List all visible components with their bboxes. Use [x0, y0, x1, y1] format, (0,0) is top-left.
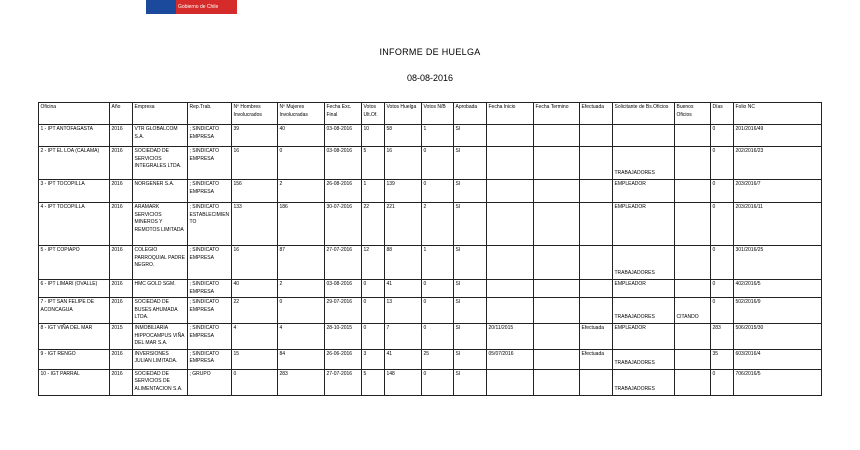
table-cell: 26-08-2016: [325, 180, 362, 203]
table-cell: 0: [422, 280, 454, 298]
table-row: [39, 147, 822, 180]
col-header: Fecha Inicio: [487, 103, 534, 125]
table-cell: INMOBILIARIA HIPPOCAMPUS VIÑA DEL MAR S.A.: [133, 323, 188, 349]
table-cell: [534, 147, 580, 180]
table-cell: EMPLEADOR: [613, 180, 675, 203]
table-cell: [675, 246, 711, 280]
table-cell: 2016: [110, 203, 133, 246]
table-cell: 05/07/2016: [487, 349, 534, 369]
table-cell: 2: [278, 280, 325, 298]
table-cell: 502/2016/9: [734, 298, 822, 324]
table-cell: 0: [278, 147, 325, 180]
table-row: [39, 298, 822, 324]
table-cell: ; SINDICATO EMPRESA: [188, 246, 232, 280]
table-cell: ; GRUPO: [188, 369, 232, 395]
table-cell: 0: [711, 246, 734, 280]
table-cell: 0: [711, 147, 734, 180]
table-cell: 29-07-2016: [325, 298, 362, 324]
table-cell: 3: [362, 349, 385, 369]
table-cell: 41: [385, 280, 422, 298]
logo-text: Gobierno de Chile: [178, 4, 219, 10]
table-cell: 0: [711, 280, 734, 298]
table-cell: 87: [278, 246, 325, 280]
table-cell: 10 - IGT PARRAL: [39, 369, 110, 395]
table-cell: 0: [422, 323, 454, 349]
table-cell: 1 - IPT ANTOFAGASTA: [39, 125, 110, 147]
table-cell: [487, 280, 534, 298]
table-cell: 203/2016/11: [734, 203, 822, 246]
table-cell: 4: [278, 323, 325, 349]
table-cell: HMC GOLD SGM.: [133, 280, 188, 298]
table-cell: EMPLEADOR: [613, 323, 675, 349]
table-cell: [580, 125, 613, 147]
table-cell: 4 - IPT TOCOPILLA: [39, 203, 110, 246]
table-cell: [487, 147, 534, 180]
table-cell: 58: [385, 125, 422, 147]
table-body: [39, 125, 822, 396]
table-cell: 27-07-2016: [325, 246, 362, 280]
table-header-row: [39, 103, 822, 125]
col-header: Oficina: [39, 103, 110, 125]
table-cell: 5 - IPT COPIAPO: [39, 246, 110, 280]
table-cell: 16: [385, 147, 422, 180]
table-cell: 1: [362, 180, 385, 203]
table-cell: 15: [232, 349, 278, 369]
table-row: [39, 280, 822, 298]
table-cell: 4: [232, 323, 278, 349]
table-cell: 0: [362, 298, 385, 324]
table-cell: SI: [454, 298, 487, 324]
table-cell: 03-08-2016: [325, 147, 362, 180]
col-header: Efectuada: [580, 103, 613, 125]
table-cell: 7 - IPT SAN FELIPE DE ACONCAGUA: [39, 298, 110, 324]
table-cell: [487, 203, 534, 246]
table-cell: 10: [362, 125, 385, 147]
table-cell: TRABAJADORES: [613, 246, 675, 280]
table-cell: 203/2016/7: [734, 180, 822, 203]
table-cell: 03-08-2016: [325, 125, 362, 147]
table-cell: 706/2016/5: [734, 369, 822, 395]
table-cell: TRABAJADORES: [613, 349, 675, 369]
table-cell: [580, 298, 613, 324]
table-cell: 39: [232, 125, 278, 147]
table-cell: 0: [422, 147, 454, 180]
table-cell: CITANDO: [675, 298, 711, 324]
table-cell: 139: [385, 180, 422, 203]
table-cell: Efectuada: [580, 323, 613, 349]
table-cell: 12: [362, 246, 385, 280]
table-cell: 0: [362, 323, 385, 349]
table-cell: 16: [232, 246, 278, 280]
table-cell: 603/2016/4: [734, 349, 822, 369]
table-cell: [580, 180, 613, 203]
col-header: Folio NC: [734, 103, 822, 125]
table-cell: 2016: [110, 369, 133, 395]
table-cell: [613, 125, 675, 147]
table-cell: SOCIEDAD DE SERVICIOS DE ALIMENTACION S.A.: [133, 369, 188, 395]
table-cell: 6 - IPT LIMARI (OVALLE): [39, 280, 110, 298]
table-cell: TRABAJADORES: [613, 147, 675, 180]
col-header: Aprobada: [454, 103, 487, 125]
col-header: Rep.Trab.: [188, 103, 232, 125]
table-cell: 221: [385, 203, 422, 246]
table-cell: 27-07-2016: [325, 369, 362, 395]
table-cell: [675, 203, 711, 246]
table-cell: [675, 323, 711, 349]
table-cell: SI: [454, 349, 487, 369]
table-cell: SOCIEDAD DE BUSES AHUMADA LTDA.: [133, 298, 188, 324]
table-cell: SI: [454, 180, 487, 203]
table-cell: ; SINDICATO EMPRESA: [188, 280, 232, 298]
table-cell: 26-06-2016: [325, 349, 362, 369]
table-cell: 03-08-2016: [325, 280, 362, 298]
table-cell: 84: [278, 349, 325, 369]
table-cell: 7: [385, 323, 422, 349]
table-cell: SI: [454, 246, 487, 280]
table-cell: 2016: [110, 147, 133, 180]
table-cell: ; SINDICATO EMPRESA: [188, 323, 232, 349]
table-cell: TRABAJADORES: [613, 369, 675, 395]
table-cell: 0: [711, 203, 734, 246]
table-cell: 88: [385, 246, 422, 280]
table-cell: 9 - IGT RENGO: [39, 349, 110, 369]
table-cell: ARAMARK SERVICIOS MINEROS Y REMOTOS LIMITADA: [133, 203, 188, 246]
table-cell: [534, 323, 580, 349]
table-cell: [534, 246, 580, 280]
table-cell: SI: [454, 125, 487, 147]
table-cell: EMPLEADOR: [613, 203, 675, 246]
col-header: Votos N/B: [422, 103, 454, 125]
table-cell: 2: [278, 180, 325, 203]
table-cell: 506/2015/30: [734, 323, 822, 349]
table-cell: 0: [711, 369, 734, 395]
table-cell: 5: [362, 369, 385, 395]
table-cell: [534, 298, 580, 324]
table-cell: 2016: [110, 180, 133, 203]
table-cell: 186: [278, 203, 325, 246]
table-cell: 0: [422, 180, 454, 203]
table-cell: 0: [232, 369, 278, 395]
col-header: Votos Huelga: [385, 103, 422, 125]
col-header: Año: [110, 103, 133, 125]
gobierno-logo: [146, 0, 237, 14]
col-header: Nº Mujeres Involucradas: [278, 103, 325, 125]
table-cell: 2015: [110, 323, 133, 349]
table-cell: [534, 203, 580, 246]
table-cell: Efectuada: [580, 349, 613, 369]
col-header: Nº Hombres Involucrados: [232, 103, 278, 125]
table-cell: [675, 369, 711, 395]
table-cell: 13: [385, 298, 422, 324]
table-cell: ; SINDICATO EMPRESA: [188, 298, 232, 324]
table-cell: 8 - IGT VIÑA DEL MAR: [39, 323, 110, 349]
table-cell: 0: [422, 369, 454, 395]
table-cell: VTR GLOBALCOM S.A.: [133, 125, 188, 147]
table-row: [39, 323, 822, 349]
table-cell: [487, 125, 534, 147]
table-cell: 202/2016/23: [734, 147, 822, 180]
table-row: [39, 180, 822, 203]
table-cell: [580, 280, 613, 298]
table-cell: [487, 246, 534, 280]
table-cell: ; SINDICATO EMPRESA: [188, 147, 232, 180]
table-cell: 283: [711, 323, 734, 349]
table-cell: [675, 147, 711, 180]
table-cell: 283: [278, 369, 325, 395]
col-header: Días: [711, 103, 734, 125]
col-header: Fecha Exc. Final: [325, 103, 362, 125]
table-cell: 2 - IPT EL LOA (CALAMA): [39, 147, 110, 180]
table-cell: SI: [454, 147, 487, 180]
table-cell: 0: [278, 298, 325, 324]
col-header: Solicitante de Bs.Oficios: [613, 103, 675, 125]
table-cell: SI: [454, 323, 487, 349]
table-row: [39, 246, 822, 280]
table-cell: [675, 280, 711, 298]
col-header: Fecha Termino: [534, 103, 580, 125]
table-cell: TRABAJADORES: [613, 298, 675, 324]
table-cell: 35: [711, 349, 734, 369]
table-cell: 156: [232, 180, 278, 203]
table-cell: [580, 369, 613, 395]
table-row: [39, 369, 822, 395]
table-cell: [534, 369, 580, 395]
table-cell: 0: [711, 125, 734, 147]
table-cell: [487, 298, 534, 324]
col-header: Buenos Oficios: [675, 103, 711, 125]
table-cell: INVERSIONES JULIAN LIMITADA.: [133, 349, 188, 369]
table-cell: [580, 147, 613, 180]
table-cell: 28-10-2015: [325, 323, 362, 349]
table-cell: 1: [422, 246, 454, 280]
table-cell: 201/2016/49: [734, 125, 822, 147]
table-cell: 2016: [110, 298, 133, 324]
table-row: [39, 203, 822, 246]
table-cell: 20/11/2015: [487, 323, 534, 349]
table-cell: [675, 349, 711, 369]
table-cell: [534, 349, 580, 369]
table-cell: [487, 180, 534, 203]
report-date: 08-08-2016: [406, 73, 454, 83]
table-cell: 133: [232, 203, 278, 246]
table-cell: SI: [454, 369, 487, 395]
table-cell: 40: [232, 280, 278, 298]
table-cell: 16: [232, 147, 278, 180]
table-cell: 30-07-2016: [325, 203, 362, 246]
table-cell: 2: [422, 203, 454, 246]
strike-report-table: [38, 102, 822, 396]
table-cell: EMPLEADOR: [613, 280, 675, 298]
table-cell: 5: [362, 147, 385, 180]
table-cell: COLEGIO PARROQUIAL PADRE NEGRO.: [133, 246, 188, 280]
table-cell: 3 - IPT TOCOPILLA: [39, 180, 110, 203]
table-cell: 40: [278, 125, 325, 147]
table-cell: ; SINDICATO EMPRESA: [188, 180, 232, 203]
table-cell: [487, 369, 534, 395]
table-cell: 148: [385, 369, 422, 395]
table-cell: 1: [422, 125, 454, 147]
table-cell: [675, 125, 711, 147]
table-cell: [675, 180, 711, 203]
table-cell: [534, 125, 580, 147]
table-cell: [580, 203, 613, 246]
table-cell: ; SINDICATO EMPRESA: [188, 349, 232, 369]
report-title: INFORME DE HUELGA: [379, 47, 481, 57]
table-cell: 25: [422, 349, 454, 369]
table-cell: 0: [422, 298, 454, 324]
table-cell: 41: [385, 349, 422, 369]
table-row: [39, 125, 822, 147]
table-cell: [534, 280, 580, 298]
table-cell: 2016: [110, 125, 133, 147]
table-cell: SI: [454, 203, 487, 246]
col-header: Votos Ult.Of.: [362, 103, 385, 125]
table-cell: 2016: [110, 246, 133, 280]
table-cell: [580, 246, 613, 280]
logo-blue-block: [146, 0, 176, 14]
col-header: Empresa: [133, 103, 188, 125]
table-cell: ; SINDICATO EMPRESA: [188, 125, 232, 147]
table-cell: 2016: [110, 349, 133, 369]
table-cell: NORGENER S.A.: [133, 180, 188, 203]
table-cell: SOCIEDAD DE SERVICIOS INTEGRALES LTDA.: [133, 147, 188, 180]
table-cell: 2016: [110, 280, 133, 298]
table-cell: 22: [362, 203, 385, 246]
table-cell: 22: [232, 298, 278, 324]
table-cell: ; SINDICATO ESTABLECIMIENTO: [188, 203, 232, 246]
table-row: [39, 349, 822, 369]
table-cell: [534, 180, 580, 203]
table-cell: 0: [711, 298, 734, 324]
table-cell: 0: [711, 180, 734, 203]
table-cell: 301/2016/25: [734, 246, 822, 280]
table-cell: 0: [362, 280, 385, 298]
table-cell: SI: [454, 280, 487, 298]
table-cell: 402/2016/5: [734, 280, 822, 298]
